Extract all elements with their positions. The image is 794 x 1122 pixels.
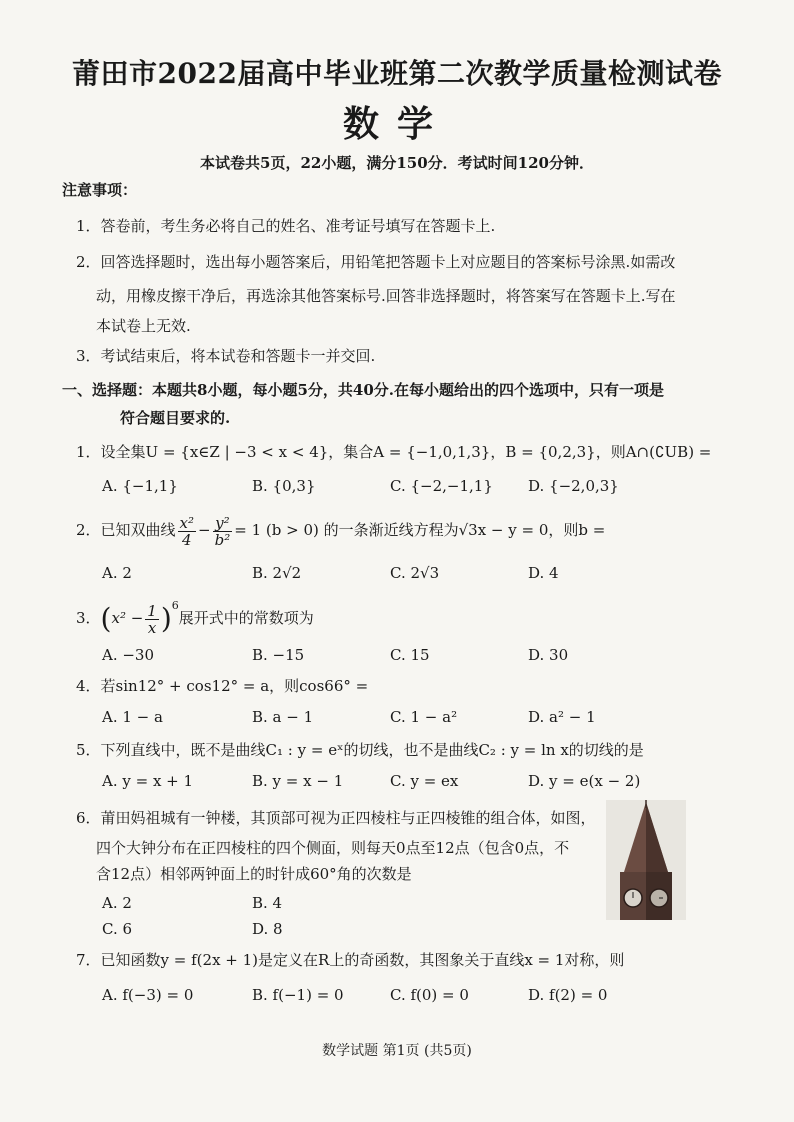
question-4-option-a: A. 1 − a bbox=[102, 708, 163, 726]
question-6-option-c: C. 6 bbox=[102, 920, 133, 938]
question-6-option-a: A. 2 bbox=[102, 894, 132, 912]
question-6-option-d: D. 8 bbox=[252, 920, 283, 938]
fraction-y2-over-b2 bbox=[213, 515, 233, 548]
question-1-option-b: B. {0,3} bbox=[252, 477, 316, 495]
question-3-option-c: C. 15 bbox=[390, 646, 430, 664]
question-5-option-a: A. y = x + 1 bbox=[102, 772, 194, 790]
right-paren: ) bbox=[160, 602, 172, 635]
question-1-option-d: D. {−2,0,3} bbox=[528, 477, 619, 495]
note-item-3: 3．考试结束后，将本试卷和答题卡一并交回. bbox=[76, 347, 376, 365]
question-2-stem bbox=[76, 512, 605, 548]
question-5-stem: 5．下列直线中，既不是曲线C₁ : y = eˣ的切线，也不是曲线C₂ : y = ln x的切线的是 bbox=[76, 741, 644, 759]
question-4-option-b: B. a − 1 bbox=[252, 708, 314, 726]
minus-sign: − bbox=[198, 521, 211, 539]
question-4-option-d: D. a² − 1 bbox=[528, 708, 596, 726]
question-7-stem: 7．已知函数y = f(2x + 1)是定义在R上的奇函数，其图象关于直线x = 1对称，则 bbox=[76, 951, 625, 969]
section-1-heading-line-2: 符合题目要求的. bbox=[120, 409, 231, 427]
question-2-option-a: A. 2 bbox=[102, 564, 132, 582]
exponent: 6 bbox=[171, 599, 179, 612]
fraction-1-over-x bbox=[145, 603, 159, 636]
exam-meta: 本试卷共5页，22小题，满分150分．考试时间120分钟． bbox=[200, 154, 594, 172]
question-5-option-d: D. y = e(x − 2) bbox=[528, 772, 641, 790]
question-6-line-1: 6．莆田妈祖城有一钟楼，其顶部可视为正四棱柱与正四棱锥的组合体，如图， bbox=[76, 809, 596, 827]
question-3-prefix: 3． bbox=[76, 609, 101, 627]
question-2-option-b: B. 2√2 bbox=[252, 564, 302, 582]
question-3-suffix: 展开式中的常数项为 bbox=[178, 609, 314, 627]
fraction-denominator: 4 bbox=[182, 530, 192, 549]
subject-title: 数学 bbox=[342, 103, 451, 145]
fraction-numerator: x² bbox=[179, 513, 195, 532]
question-7-option-c: C. f(0) = 0 bbox=[390, 986, 469, 1004]
question-1-option-c: C. {−2,−1,1} bbox=[390, 477, 493, 495]
question-2-option-d: D. 4 bbox=[528, 564, 559, 582]
question-5-option-b: B. y = x − 1 bbox=[252, 772, 344, 790]
question-2-suffix: = 1 (b > 0) 的一条渐近线方程为√3x − y = 0，则b = bbox=[234, 521, 606, 539]
note-item-1: 1．答卷前，考生务必将自己的姓名、准考证号填写在答题卡上. bbox=[76, 217, 496, 235]
question-2-option-c: C. 2√3 bbox=[390, 564, 440, 582]
question-7-option-a: A. f(−3) = 0 bbox=[102, 986, 194, 1004]
question-4-stem: 4．若sin12° + cos12° = a，则cos66° = bbox=[76, 677, 369, 695]
notes-heading: 注意事项： bbox=[62, 181, 138, 199]
fraction-denominator: x bbox=[147, 618, 157, 637]
question-3-expr: x² − bbox=[111, 609, 144, 627]
left-paren: ( bbox=[100, 602, 112, 635]
question-1-stem: 1．设全集U = {x∈Z | −3 < x < 4}，集合A = {−1,0,1,3}，B = {0,2,3}，则A∩(∁UB) = bbox=[76, 443, 712, 461]
note-item-2-line-3: 本试卷上无效. bbox=[96, 317, 191, 335]
page-footer: 数学试题 第1页 (共5页) bbox=[322, 1043, 472, 1059]
question-4-option-c: C. 1 − a² bbox=[390, 708, 458, 726]
question-7-option-d: D. f(2) = 0 bbox=[528, 986, 608, 1004]
fraction-x2-over-4 bbox=[178, 515, 196, 548]
question-6-line-2: 四个大钟分布在正四棱柱的四个侧面，则每天0点至12点（包含0点，不 bbox=[96, 839, 570, 857]
note-item-2-line-1: 2．回答选择题时，选出每小题答案后，用铅笔把答题卡上对应题目的答案标号涂黑.如需改 bbox=[76, 253, 676, 271]
fraction-numerator: 1 bbox=[147, 601, 157, 620]
clock-tower-image bbox=[606, 800, 686, 920]
question-3-stem bbox=[76, 594, 314, 639]
question-3-option-a: A. −30 bbox=[102, 646, 155, 664]
question-3-option-b: B. −15 bbox=[252, 646, 305, 664]
question-1-option-a: A. {−1,1} bbox=[102, 477, 178, 495]
question-6-line-3: 含12点）相邻两钟面上的时针成60°角的次数是 bbox=[96, 865, 412, 883]
fraction-denominator: b² bbox=[214, 530, 231, 549]
fraction-numerator: y² bbox=[213, 515, 233, 532]
exam-title: 莆田市2022届高中毕业班第二次教学质量检测试卷 bbox=[72, 57, 722, 90]
question-2-prefix: 2．已知双曲线 bbox=[76, 521, 176, 539]
question-7-option-b: B. f(−1) = 0 bbox=[252, 986, 344, 1004]
section-1-heading-line-1: 一、选择题：本题共8小题，每小题5分，共40分.在每小题给出的四个选项中，只有一项是 bbox=[62, 381, 664, 399]
note-item-2-line-2: 动，用橡皮擦干净后，再选涂其他答案标号.回答非选择题时，将答案写在答题卡上.写在 bbox=[96, 287, 676, 305]
question-6-option-b: B. 4 bbox=[252, 894, 283, 912]
question-3-option-d: D. 30 bbox=[528, 646, 569, 664]
question-5-option-c: C. y = ex bbox=[390, 772, 459, 790]
